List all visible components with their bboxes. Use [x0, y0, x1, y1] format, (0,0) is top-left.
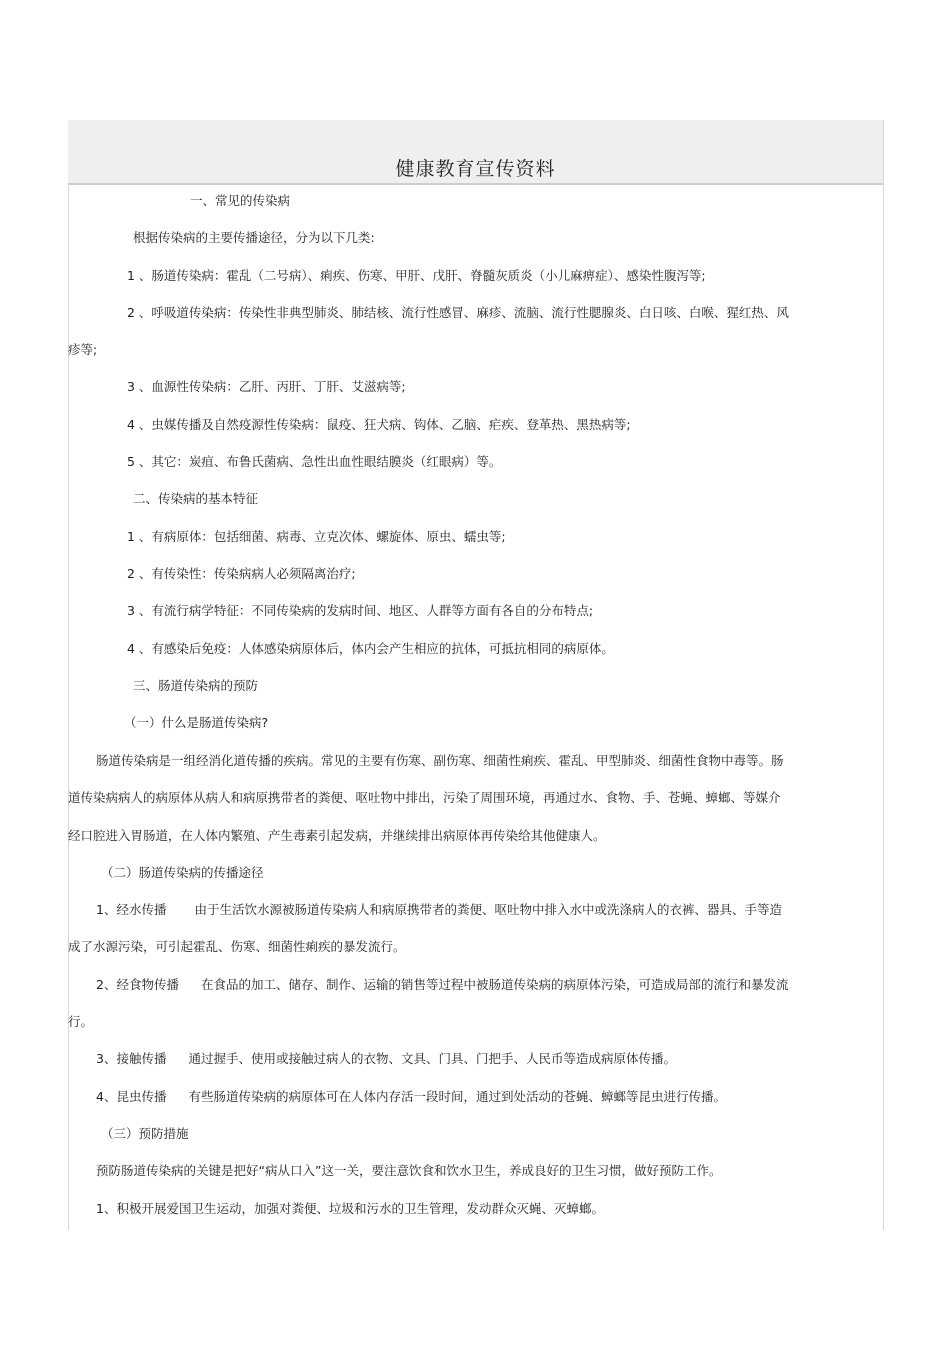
- section-heading-2: 二、传染病的基本特征: [133, 491, 259, 506]
- paragraph: 预防肠道传染病的关键是把好“病从口入”这一关，要注意饮食和饮水卫生，养成良好的卫生习惯，做好预防工作。: [96, 1163, 722, 1178]
- paragraph-continuation: 行。: [68, 1014, 94, 1029]
- item-text: 由于生活饮水源被肠道传染病人和病原携带者的粪便、呕吐物中排入水中或洗涤病人的衣裤、器具、手等造: [194, 902, 782, 917]
- list-item: 4 、虫媒传播及自然疫源性传染病：鼠疫、狂犬病、钩体、乙脑、疟疾、登革热、黑热病等;: [127, 417, 631, 432]
- subsection-heading: （二）肠道传染病的传播途径: [101, 865, 264, 880]
- list-item: 4 、有感染后免疫：人体感染病原体后，体内会产生相应的抗体，可抵抗相同的病原体。: [127, 641, 614, 656]
- subsection-heading: （一）什么是肠道传染病?: [124, 715, 269, 730]
- subsection-heading: （三）预防措施: [101, 1126, 189, 1141]
- list-item: 1 、有病原体：包括细菌、病毒、立克次体、螺旋体、原虫、蠕虫等;: [127, 529, 506, 544]
- transmission-item-contact: [96, 1051, 676, 1067]
- list-item: 5 、其它：炭疽、布鲁氏菌病、急性出血性眼结膜炎（红眼病）等。: [127, 454, 502, 469]
- list-item-continuation: 疹等;: [68, 342, 98, 357]
- section-heading-3: 三、肠道传染病的预防: [133, 678, 259, 693]
- document-title: 健康教育宣传资料: [395, 158, 556, 180]
- item-label: 1、经水传播: [96, 902, 167, 917]
- list-item: 1、积极开展爱国卫生运动，加强对粪便、垃圾和污水的卫生管理，发动群众灭蝇、灭蟑螂。: [96, 1201, 604, 1216]
- paragraph-continuation: 经口腔进入胃肠道，在人体内繁殖、产生毒素引起发病，并继续排出病原体再传染给其他健康人。: [68, 828, 606, 843]
- item-text: 有些肠道传染病的病原体可在人体内存活一段时间，通过到处活动的苍蝇、蟑螂等昆虫进行传播。: [188, 1089, 726, 1104]
- list-item: 2 、呼吸道传染病：传染性非典型肺炎、肺结核、流行性感冒、麻疹、流脑、流行性腮腺炎、白日咳、白喉、猩红热、风: [127, 305, 789, 320]
- item-text: 在食品的加工、储存、制作、运输的销售等过程中被肠道传染病的病原体污染，可造成局部的流行和暴发流: [200, 977, 789, 992]
- transmission-item-water: [96, 902, 782, 918]
- paragraph: 根据传染病的主要传播途径，分为以下几类:: [133, 230, 375, 245]
- paragraph-continuation: 成了水源污染，可引起霍乱、伤寒、细菌性痢疾的暴发流行。: [68, 939, 406, 954]
- section-heading-1: 一、常见的传染病: [190, 193, 291, 208]
- document-header: [68, 120, 883, 185]
- list-item: 3 、有流行病学特征：不同传染病的发病时间、地区、人群等方面有各自的分布特点;: [127, 603, 594, 618]
- paragraph-continuation: 道传染病病人的病原体从病人和病原携带者的粪便、呕吐物中排出，污染了周围环境，再通过水、食物、手、苍蝇、蟑螂、等媒介: [68, 790, 781, 805]
- list-item: 3 、血源性传染病：乙肝、丙肝、丁肝、艾滋病等;: [127, 379, 406, 394]
- transmission-item-insect: [96, 1089, 726, 1105]
- transmission-item-food: [96, 977, 788, 993]
- list-item: 2 、有传染性：传染病病人必须隔离治疗;: [127, 566, 356, 581]
- item-label: 3、接触传播: [96, 1051, 167, 1066]
- item-label: 2、经食物传播: [96, 977, 179, 992]
- item-label: 4、昆虫传播: [96, 1089, 167, 1104]
- list-item: 1 、肠道传染病：霍乱（二号病）、痢疾、伤寒、甲肝、戊肝、脊髓灰质炎（小儿麻痹症）、感染性腹泻等;: [127, 268, 706, 283]
- paragraph: 肠道传染病是一组经消化道传播的疾病。常见的主要有伤寒、副伤寒、细菌性痢疾、霍乱、甲型肺炎、细菌性食物中毒等。肠: [96, 753, 784, 768]
- item-text: 通过握手、使用或接触过病人的衣物、文具、门具、门把手、人民币等造成病原体传播。: [188, 1051, 676, 1066]
